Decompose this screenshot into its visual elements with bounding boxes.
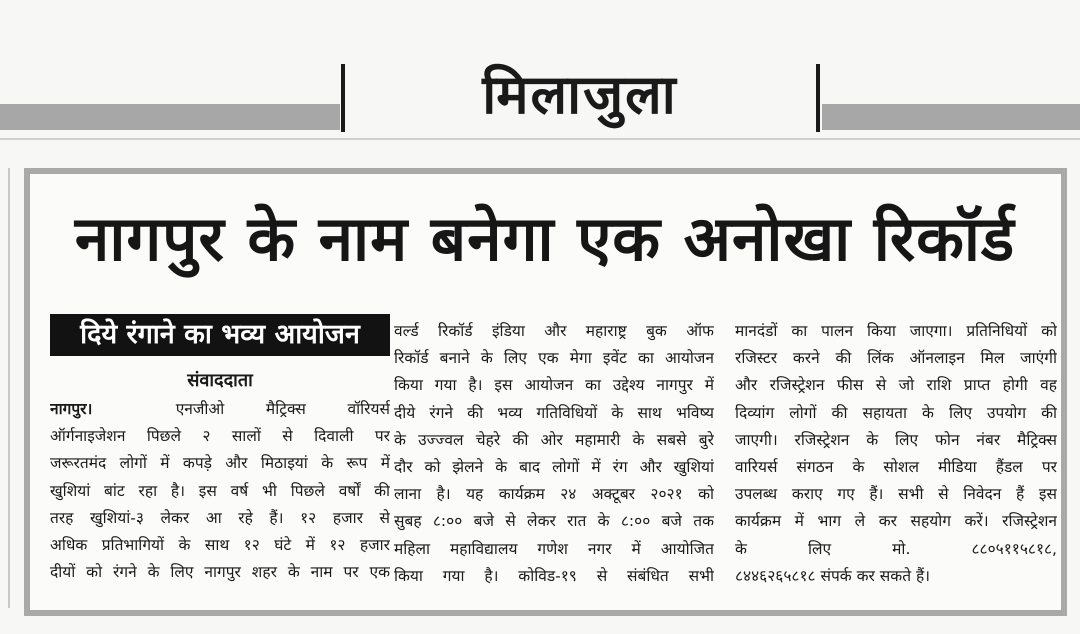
text-line: दीयों को रंगने के लिए नागपुर शहर के नाम पर एक: [50, 563, 390, 582]
text-line: वर्ल्ड रिकॉर्ड इंडिया और महाराष्ट्र बुक ऑफ: [394, 322, 714, 340]
text-line: सुबह ८:०० बजे से लेकर रात के ८:०० बजे तक: [394, 512, 714, 531]
text-line: ८४४६२६५८१८ संपर्क कर सकते हैं।: [735, 566, 931, 585]
text-line: उपलब्ध कराए गए हैं। सभी से निवेदन हैं इस: [735, 485, 1057, 504]
article-headline: नागपुर के नाम बनेगा एक अनोखा रिकॉर्ड: [74, 202, 1016, 275]
text-line: दौर को झेलने के बाद लोगों में रंग और खुशियां: [394, 458, 714, 477]
article-byline: संवाददाता: [187, 370, 253, 391]
text-line: किया गया है। कोविड-१९ से संबंधित सभी: [394, 566, 714, 585]
text-line: वारियर्स संगठन के सोशल मीडिया हैंडल पर: [735, 458, 1057, 477]
article-dateline: नागपुर।: [50, 400, 93, 418]
text-line: दीये रंगने की भव्य गतिविधियों के साथ भविष्य: [394, 403, 714, 422]
text-line: किया गया है। इस आयोजन का उद्देश्य नागपुर में: [394, 376, 714, 395]
article-subhead: दिये रंगाने का भव्य आयोजन: [50, 314, 390, 356]
text-line: दिव्यांग लोगों की सहायता के लिए उपयोग की: [735, 403, 1057, 422]
text-line: के उज्ज्वल चेहरे की ओर महामारी के सबसे बुरे: [394, 430, 714, 449]
article-column-1: [50, 396, 390, 596]
text-line: जरूरतमंद लोगों में कपड़े और मिठाइयां के रूप में: [50, 454, 390, 473]
header-divider: [0, 138, 1080, 140]
text-line: लाना है। यह कार्यक्रम २४ अक्टूबर २०२१ को: [394, 485, 714, 504]
header-band-right: [822, 104, 1080, 130]
text-line: जाएगी। रजिस्ट्रेशन के लिए फोन नंबर मैट्रिक्स: [735, 430, 1057, 449]
section-header: [0, 0, 1080, 160]
text-line: [50, 396, 390, 423]
article-column-2: [394, 318, 714, 598]
text-line: अधिक प्रतिभागियों के साथ १२ घंटे में १२ हजार: [50, 536, 390, 555]
article-box: [24, 168, 1067, 616]
section-title: मिलाजुला: [482, 63, 678, 126]
text-line: मानदंडों का पालन किया जाएगा। प्रतिनिधियों को: [735, 322, 1057, 340]
text-line: ऑर्गनाइजेशन पिछले २ सालों से दिवाली पर: [50, 427, 390, 446]
text-line: के लिए मो. ८८०५११५८१८,: [735, 539, 1057, 558]
text-line: तरह खुशियां-३ लेकर आ रहे हैं। १२ हजार से: [50, 508, 390, 527]
article-column-3: [735, 318, 1057, 598]
text-line: खुशियां बांट रहा है। इस वर्ष भी पिछले वर्षों की: [50, 481, 390, 500]
text-line: एनजीओ मैट्रिक्स वॉरियर्स: [175, 400, 390, 418]
text-line: महिला महाविद्यालय गणेश नगर में आयोजित: [394, 539, 714, 558]
text-line: रजिस्टर करने की लिंक ऑनलाइन मिल जाएंगी: [735, 349, 1057, 368]
text-line: कार्यक्रम में भाग ले कर सहयोग करें। रजिस्ट्रेशन: [735, 512, 1057, 531]
text-line: और रजिस्ट्रेशन फीस से जो राशि प्राप्त होगी वह: [735, 376, 1057, 395]
adjacent-column-rule: [8, 168, 10, 608]
header-rule-right: [816, 64, 820, 132]
header-band-left: [0, 104, 340, 130]
text-line: रिकॉर्ड बनाने के लिए एक मेगा इवेंट का आयोजन: [394, 349, 714, 368]
